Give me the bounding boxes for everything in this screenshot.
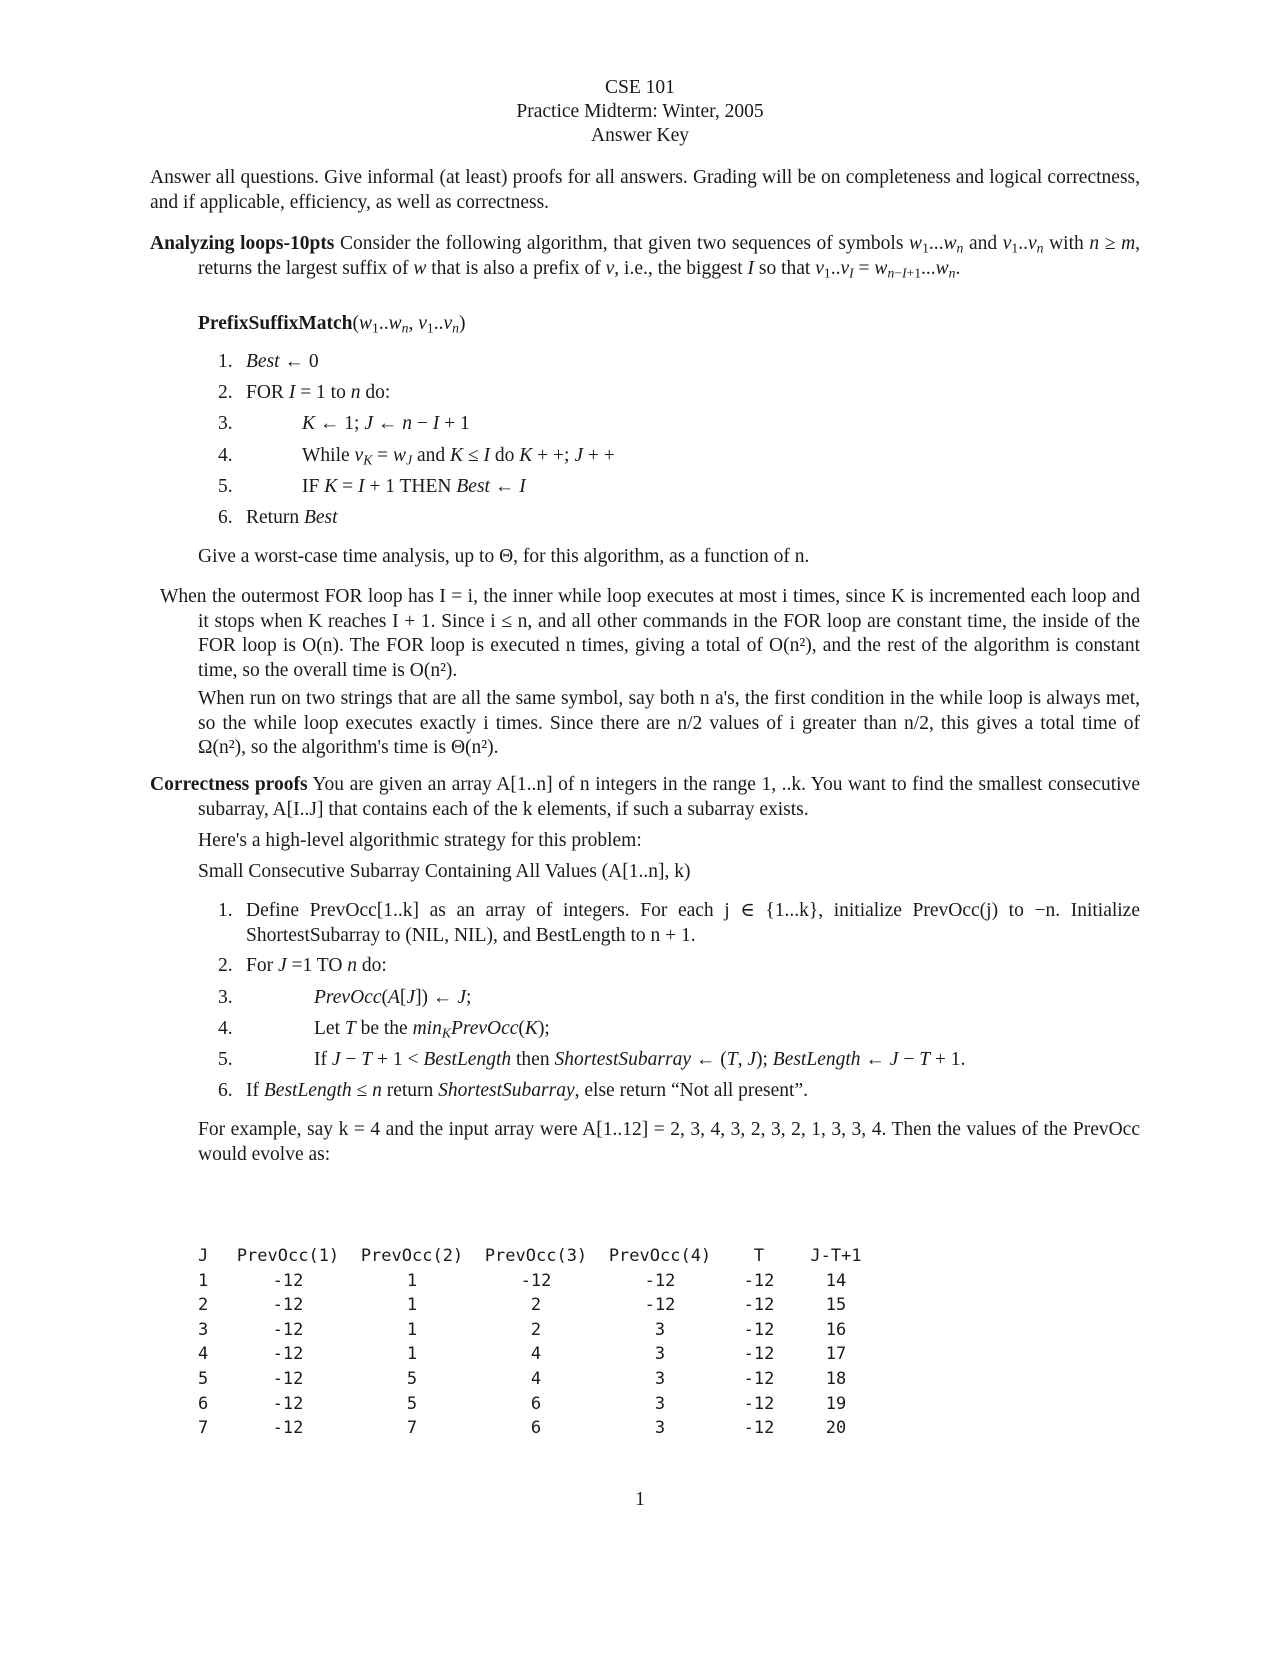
- q2-step-2: 2. For J =1 TO n do:: [218, 955, 387, 976]
- column-header: PrevOcc(4): [608, 1246, 712, 1267]
- q2-step-6: 6. If BestLength ≤ n return ShortestSubarray, else return “Not all present”.: [218, 1080, 809, 1101]
- table-cell: 4: [530, 1344, 542, 1365]
- table-row: [198, 1367, 876, 1392]
- table-cell: -12: [272, 1295, 304, 1316]
- table-cell: 15: [825, 1295, 847, 1316]
- table-cell: 3: [654, 1369, 666, 1390]
- table-cell: 1: [406, 1319, 418, 1340]
- table-cell: 14: [825, 1270, 847, 1291]
- table-cell: -12: [743, 1369, 775, 1390]
- q2-title: Correctness proofs: [150, 774, 308, 795]
- table-cell: 3: [654, 1319, 666, 1340]
- table-cell: 5: [406, 1369, 418, 1390]
- table-row: [198, 1416, 876, 1441]
- table-cell: 4: [530, 1369, 542, 1390]
- table-cell: 1: [406, 1270, 418, 1291]
- table-cell: 2: [198, 1295, 209, 1316]
- table-row: [198, 1318, 876, 1343]
- q1-step-2: 2. FOR I = 1 to n do:: [218, 382, 391, 403]
- table-cell: 4: [198, 1344, 209, 1365]
- table-cell: 16: [825, 1319, 847, 1340]
- q2-algo-title: Small Consecutive Subarray Containing All Values (A[1..n], k): [198, 861, 691, 882]
- q2-step-1: 1. Define PrevOcc[1..k] as an array of integers. For each j ∈ {1...k}, initialize PrevOcc(j) to −n. Initialize ShortestSubarray to (NIL, NIL), and BestLength to n + 1.: [218, 900, 1140, 946]
- table-cell: -12: [272, 1418, 304, 1439]
- q1-step-1: 1. Best ← 0: [218, 351, 319, 372]
- table-cell: 5: [198, 1369, 209, 1390]
- q2-step-4: 4. Let T be the $\min_KPrevOcc(K)$;: [218, 1018, 550, 1041]
- table-cell: 19: [825, 1393, 847, 1414]
- q2-step-3: 3. PrevOcc(A[J]) ← J;: [218, 987, 472, 1008]
- page-number: 1: [635, 1489, 645, 1510]
- table-cell: 6: [198, 1393, 209, 1414]
- table-cell: -12: [272, 1393, 304, 1414]
- prevocc-trace-table: [198, 1244, 876, 1441]
- table-cell: 6: [530, 1393, 542, 1414]
- table-cell: -12: [743, 1344, 775, 1365]
- table-cell: 1: [406, 1344, 418, 1365]
- instructions: Answer all questions. Give informal (at least) proofs for all answers. Grading will be on completeness and logical correctness, and if applicable, efficiency, as well as correctness.: [150, 167, 1140, 213]
- table-cell: -12: [743, 1319, 775, 1340]
- table-row: [198, 1392, 876, 1417]
- table-cell: -12: [743, 1393, 775, 1414]
- q1-step-3: 3. K ← 1; J ← n − I + 1: [218, 413, 470, 434]
- table-cell: 17: [825, 1344, 847, 1365]
- q1-prompt: Analyzing loops-10pts Consider the following algorithm, that given two sequences of symbols $w_1...w_n$ and $v_1..v_n$ with n ≥ m, returns the largest suffix of w that is also a prefix of v, i.e., the biggest I so that $v_1..v_I = w_{n-I+1}...w_n$.: [150, 233, 1141, 280]
- table-cell: -12: [272, 1344, 304, 1365]
- q1-question: Give a worst-case time analysis, up to Θ, for this algorithm, as a function of n.: [198, 546, 810, 567]
- table-cell: -12: [743, 1270, 775, 1291]
- course-title: CSE 101: [605, 77, 675, 98]
- table-cell: -12: [272, 1270, 304, 1291]
- table-row: [198, 1269, 876, 1294]
- table-cell: -12: [644, 1270, 676, 1291]
- q1-title: Analyzing loops-10pts: [150, 233, 335, 254]
- table-cell: 20: [825, 1418, 847, 1439]
- table-cell: -12: [272, 1319, 304, 1340]
- q2-step-5: 5. If J − T + 1 < BestLength then ShortestSubarray ← (T, J); BestLength ← J − T + 1.: [218, 1049, 966, 1070]
- q2-example: For example, say k = 4 and the input array were A[1..12] = 2, 3, 4, 3, 2, 3, 2, 1, 3, 3, 4. Then the values of the PrevOcc would evolve as:: [198, 1119, 1140, 1165]
- column-header: J-T+1: [810, 1246, 862, 1267]
- table-cell: 1: [406, 1295, 418, 1316]
- q1-answer-paragraph-1: When the outermost FOR loop has I = i, the inner while loop executes at most i times, since K is incremented each loop and it stops when K reaches I + 1. Since i ≤ n, and all other commands in the FOR loop are constant time, the inside of the FOR loop is O(n). The FOR loop is executed n times, giving a total of O(n²), and the rest of the algorithm is constant time, so the overall time is O(n²).: [160, 586, 1140, 681]
- column-header: PrevOcc(1): [236, 1246, 340, 1267]
- table-cell: 7: [198, 1418, 209, 1439]
- table-cell: -12: [272, 1369, 304, 1390]
- table-row: [198, 1293, 876, 1318]
- column-header: J: [198, 1246, 209, 1267]
- table-cell: 3: [198, 1319, 209, 1340]
- table-cell: 5: [406, 1393, 418, 1414]
- table-cell: 18: [825, 1369, 847, 1390]
- q1-step-6: 6. Return Best: [218, 507, 338, 528]
- exam-subtitle: Answer Key: [590, 125, 689, 146]
- exam-title: Practice Midterm: Winter, 2005: [516, 101, 764, 122]
- table-cell: 3: [654, 1418, 666, 1439]
- q1-algo-heading: $PrefixSuffixMatch(w_1..w_n$, $v_1..v_n$): [198, 313, 466, 336]
- table-cell: 2: [530, 1319, 542, 1340]
- table-cell: -12: [743, 1295, 775, 1316]
- table-cell: 7: [406, 1418, 418, 1439]
- table-cell: -12: [520, 1270, 552, 1291]
- q1-answer-paragraph-2: When run on two strings that are all the same symbol, say both n a's, the first condition in the while loop is always met, so the while loop executes exactly i times. Since there are n/2 values of i greater than n/2, this gives a total time of Ω(n²), so the algorithm's time is Θ(n²).: [198, 688, 1140, 758]
- table-cell: 6: [530, 1418, 542, 1439]
- table-header-row: [198, 1244, 876, 1269]
- table-cell: 2: [530, 1295, 542, 1316]
- q1-step-4: 4. While $v_K = w_J$ and K ≤ I do K + +; J + +: [218, 445, 615, 468]
- table-cell: 1: [198, 1270, 209, 1291]
- table-cell: -12: [743, 1418, 775, 1439]
- column-header: PrevOcc(3): [484, 1246, 588, 1267]
- table-row: [198, 1342, 876, 1367]
- table-cell: 3: [654, 1393, 666, 1414]
- q2-strategy-intro: Here's a high-level algorithmic strategy for this problem:: [198, 830, 642, 851]
- table-cell: 3: [654, 1344, 666, 1365]
- table-cell: -12: [644, 1295, 676, 1316]
- column-header: PrevOcc(2): [360, 1246, 464, 1267]
- q2-prompt: Correctness proofs You are given an array A[1..n] of n integers in the range 1, ..k. You want to find the smallest consecutive subarray, A[I..J] that contains each of the k elements, if such a subarray exists.: [150, 774, 1140, 820]
- q1-step-5: 5. IF K = I + 1 THEN Best ← I: [218, 476, 526, 497]
- column-header: T: [753, 1246, 765, 1267]
- q1-algo-name: PrefixSuffixMatch: [198, 313, 353, 334]
